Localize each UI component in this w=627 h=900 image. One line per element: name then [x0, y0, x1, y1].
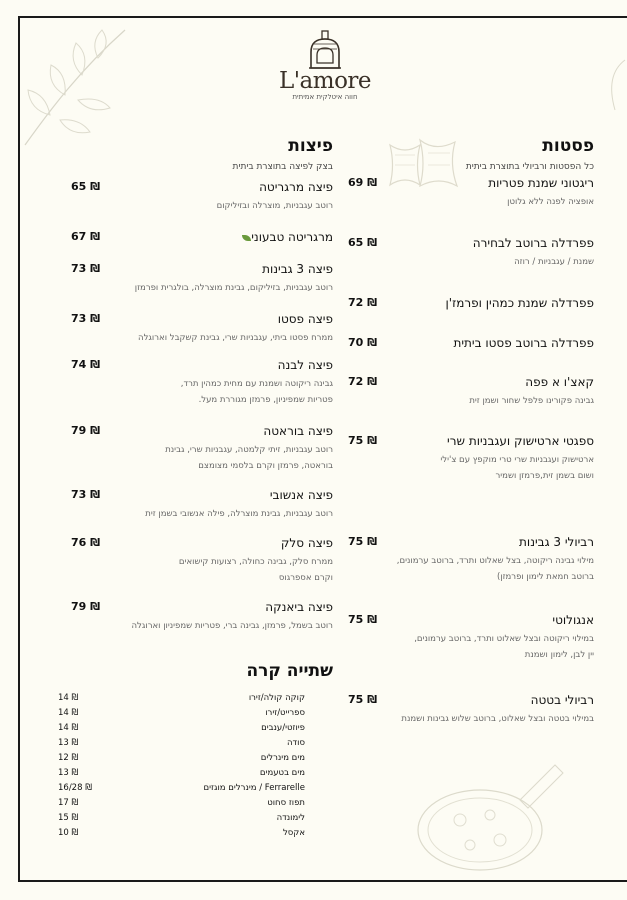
drink-name: Ferrarelle / מינרלים מוגזים — [203, 783, 305, 793]
item-description: גבינה ריקוטה ושמנת עם מחית כמהין תרד, — [180, 379, 333, 389]
item-description: וקרם אספרגוס — [278, 573, 333, 583]
item-price: 65 ₪ — [348, 236, 378, 249]
drink-name: קוקה קולה/זירו — [248, 693, 305, 703]
item-name — [519, 535, 594, 549]
drinks-title: שתייה קרה — [246, 661, 333, 681]
item-name-text: פיצה 3 גבינות — [262, 262, 333, 276]
item-description: יין לבן, לימון ושמנת — [524, 650, 594, 660]
pastas-item — [348, 176, 594, 210]
drink-name: תפוז סחוט — [267, 798, 305, 808]
item-price: 69 ₪ — [348, 176, 378, 189]
item-price: 67 ₪ — [71, 230, 101, 243]
pastas-item — [348, 375, 594, 409]
item-name — [262, 262, 333, 276]
drink-price: 16/28 ₪ — [58, 783, 92, 793]
item-name — [270, 488, 333, 502]
item-name-text: פיצה מרגריטה — [259, 180, 333, 194]
item-name-text: פיצה אנשובי — [269, 488, 333, 502]
drink-price: 13 ₪ — [58, 738, 79, 748]
drink-name: אקסל — [282, 828, 305, 838]
item-price: 75 ₪ — [348, 434, 378, 447]
item-description: ממרח סלק, גבינה כחולה, רצועות קישואים — [178, 557, 333, 567]
item-name — [473, 236, 594, 250]
item-name-text: פפרדלה ברוטב לבחירה — [472, 236, 594, 250]
item-name — [263, 424, 333, 438]
item-name — [278, 312, 333, 326]
pizzas-item — [71, 312, 333, 346]
item-name — [278, 358, 333, 372]
item-name — [281, 536, 333, 550]
item-name — [531, 693, 594, 707]
item-description: ושום בשמן זית,פרמזן ושמיר — [495, 471, 594, 481]
drink-row — [58, 768, 305, 782]
item-name-text: פפרדלה ברוטב פסטו ביתית — [453, 336, 594, 350]
item-name-text: ספגטי ארטישוק ועגבניות שרי — [447, 434, 594, 448]
item-description: רוטב עגבניות, זיתי קלמטה, עגבניות שרי, גבינת — [165, 445, 333, 455]
item-price: 74 ₪ — [71, 358, 101, 371]
pizzas-item — [71, 488, 333, 522]
drink-row — [58, 693, 305, 707]
item-price: 72 ₪ — [348, 296, 378, 309]
drink-name: לימונדה — [276, 813, 305, 823]
item-price: 75 ₪ — [348, 693, 378, 706]
pizzas-subtitle: בצק לפיצה בתוצרת ביתית — [232, 162, 333, 172]
pastas-item — [348, 535, 594, 585]
item-name-text: ריגטוני שמנת פטריות — [488, 176, 594, 190]
item-price: 75 ₪ — [348, 535, 378, 548]
item-name — [259, 180, 333, 194]
pizza-oven-icon — [307, 30, 343, 70]
item-description: במילוי בטטה ובצל שאלוט, ברוטב שלוש גבינות ושמנת — [401, 714, 594, 724]
drink-name: סודה — [286, 738, 305, 748]
item-description: רוטב עגבניות, מוצרלה ובזיליקום — [216, 201, 333, 211]
drink-name: ספרייט/זירו — [265, 708, 305, 718]
item-name — [525, 375, 594, 389]
pastas-item — [348, 613, 594, 663]
item-name — [447, 434, 594, 448]
drink-name: מים בטעמים — [259, 768, 305, 778]
pizzas-title: פיצות — [288, 136, 333, 156]
item-name-text: פיצה לבנה — [277, 358, 333, 372]
item-description: רוטב עגבניות, בזיליקום, גבינת מוצרלה, בולגרית ופרמזן — [134, 283, 333, 293]
vegan-leaf-icon — [242, 235, 251, 241]
drink-name: פיוזטי/ענבים — [261, 723, 305, 733]
item-name — [265, 600, 333, 614]
item-price: 73 ₪ — [71, 312, 101, 325]
item-name-text: מרגריטה טבעוני — [251, 230, 333, 244]
pastas-item — [348, 236, 594, 270]
pizzas-item — [71, 262, 333, 296]
drink-row — [58, 723, 305, 737]
item-name-text: פיצה פסטו — [277, 312, 333, 326]
pizzas-item — [71, 180, 333, 214]
drink-row — [58, 798, 305, 812]
item-name-text: רביולי 3 גבינות — [519, 535, 594, 549]
drink-row — [58, 813, 305, 827]
drink-price: 17 ₪ — [58, 798, 79, 808]
drink-price: 10 ₪ — [58, 828, 79, 838]
drink-row — [58, 738, 305, 752]
item-price: 79 ₪ — [71, 424, 101, 437]
drink-price: 13 ₪ — [58, 768, 79, 778]
pastas-item — [348, 434, 594, 484]
pizzas-item — [71, 600, 333, 634]
item-description: פטריות שמפיניון, פרמזן מגוררת מעל. — [198, 395, 333, 405]
drink-price: 15 ₪ — [58, 813, 79, 823]
item-name-text: פיצה בוראטה — [263, 424, 333, 438]
pizzas-item — [71, 536, 333, 586]
item-name — [238, 230, 333, 244]
item-name-text: רביולי בטטה — [530, 693, 594, 707]
item-price: 70 ₪ — [348, 336, 378, 349]
drink-row — [58, 783, 305, 797]
pizzas-item — [71, 358, 333, 408]
item-name-text: פפרדלה שמנת כמהין ופרמז'ן — [445, 296, 594, 310]
item-description: ארטישוק ועגבניות שרי טרי מוקפץ עם צ'ילי — [440, 455, 594, 465]
item-description: מילוי גבינה ריקוטה, בצל שאלוט ותרד, ברוטב ערמונים, — [396, 556, 594, 566]
item-description: בוראטה, פרמזן וקרם בלסמי מצומצם — [198, 461, 333, 471]
item-name-text: פיצה ביאנקה — [265, 600, 333, 614]
item-description: רוטב עגבניות, גבינת מוצרלה, פילה אנשובי בשמן זית — [145, 509, 333, 519]
item-price: 75 ₪ — [348, 613, 378, 626]
item-description: גבינה פקורינו פלפל שחור ושמן זית — [469, 396, 594, 406]
item-name — [552, 613, 594, 627]
item-name — [488, 176, 594, 190]
item-description: במילוי ריקוטה ובצל שאלוט ותרד, ברוטב ערמונים, — [414, 634, 594, 644]
brand-tagline: חווה איטלקית אמיתית — [292, 93, 358, 101]
item-price: 79 ₪ — [71, 600, 101, 613]
pastas-subtitle: כל הפסטות ורביולי בתוצרת ביתית — [465, 162, 594, 172]
drink-name: מים מינרלים — [260, 753, 305, 763]
logo — [270, 30, 380, 101]
drink-price: 14 ₪ — [58, 723, 79, 733]
item-description: אופציה לפנה ללא גלוטן — [507, 197, 594, 207]
item-name-text: פיצה סלק — [280, 536, 333, 550]
item-name-text: אנגולוטי — [552, 613, 594, 627]
item-price: 72 ₪ — [348, 375, 378, 388]
pastas-item — [348, 296, 594, 314]
drink-row — [58, 753, 305, 767]
pizzas-item — [71, 424, 333, 474]
drink-price: 14 ₪ — [58, 693, 79, 703]
drink-price: 14 ₪ — [58, 708, 79, 718]
item-name — [453, 336, 594, 350]
item-price: 73 ₪ — [71, 262, 101, 275]
item-price: 65 ₪ — [71, 180, 101, 193]
item-description: ממרח פסטו ביתי, עגבניות שרי, גבינת קשקבל וארוגלה — [138, 333, 333, 343]
pastas-item — [348, 336, 594, 354]
item-description: ברוטב חמאת לימון ופרמזן) — [496, 572, 594, 582]
item-price: 73 ₪ — [71, 488, 101, 501]
drink-row — [58, 708, 305, 722]
item-name — [446, 296, 594, 310]
drink-row — [58, 828, 305, 842]
brand-name: L'amore — [278, 68, 372, 94]
item-description: שמנת / עגבניות / רוזה — [514, 257, 594, 267]
item-price: 76 ₪ — [71, 536, 101, 549]
pastas-title: פסטות — [542, 136, 594, 156]
item-name-text: קאצ'ו א פפה — [525, 375, 594, 389]
pastas-item — [348, 693, 594, 727]
item-description: רוטב בשמל, פרמזן, גבינה ברי, פטריות שמפיניון וארוגלה — [131, 621, 333, 631]
pizzas-item — [71, 230, 333, 248]
drink-price: 12 ₪ — [58, 753, 79, 763]
